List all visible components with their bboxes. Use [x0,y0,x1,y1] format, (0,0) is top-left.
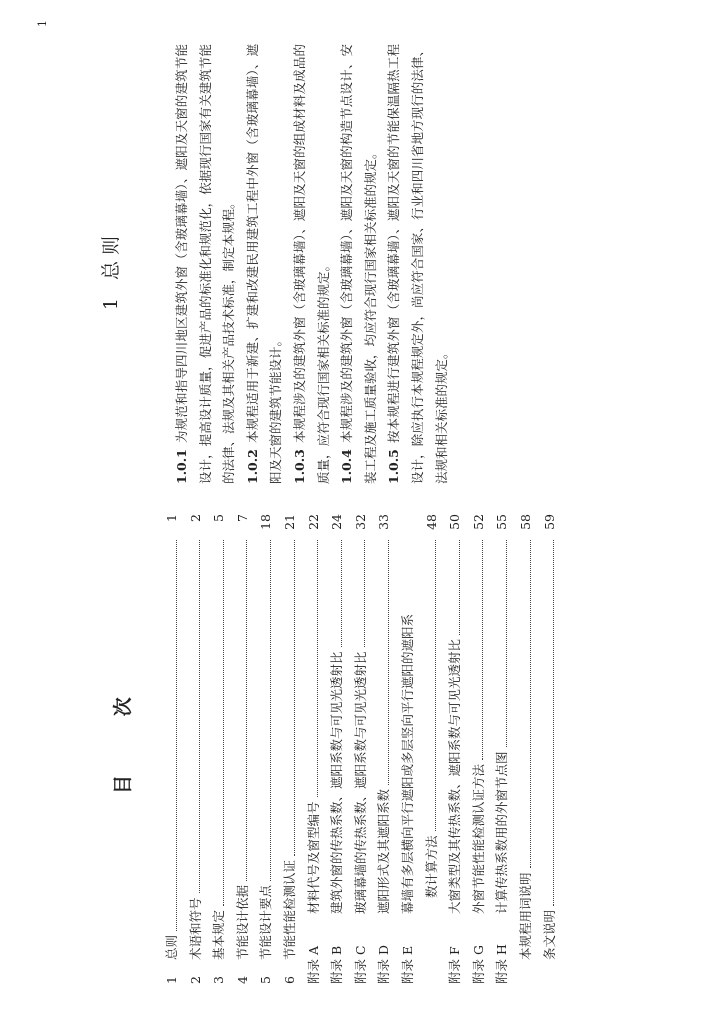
toc-entry-label: 材料代号及窗型编号 [305,801,321,914]
clause-text: 本规程涉及的建筑外窗（含玻璃幕墙）、遮阳及天窗的组成材料及成品的质量，应符合现行国家相关标准的规定。 [291,44,331,484]
toc-list [160,514,561,984]
toc-entry-number: 附录 D [376,945,392,984]
toc-entry-page: 59 [541,514,557,530]
toc-entry-label: 遮阳形式及其遮阳系数 [376,788,392,914]
toc-entry-label: 术语和符号 [187,897,203,960]
toc-entry-label: 大窗类型及其传热系数、遮阳系数与可见光透射比 [447,638,463,914]
toc-entry-label: 总则 [164,934,179,960]
toc-entry-label: 建筑外窗的传热系数、遮阳系数与可见光透射比 [329,651,345,914]
toc-entry-page: 7 [234,514,250,522]
toc-leader-dots [254,540,271,881]
toc-leader-dots [184,540,201,893]
clause-number: 1.0.5 [386,449,402,484]
toc-title: 目 次 [112,671,134,794]
toc-entry-page: 22 [305,514,321,530]
toc-leader-dots [278,540,295,856]
chapter-title [96,44,123,484]
clause-text: 为规范和指导四川地区建筑外窗（含玻璃幕墙）、遮阳及天窗的建筑节能设计，提高设计质量，促进产品的标准化和规范化，依据现行国家有关建筑节能的法律、法规及其相关产品技术标准，制定本规程。 [174,44,237,484]
toc-entry-page: 48 [423,514,439,530]
toc-entry-label: 条文说明 [541,909,557,960]
toc-entry[interactable] [254,514,278,984]
clause-number: 1.0.3 [291,449,307,484]
toc-entry[interactable] [490,514,514,984]
toc-entry-page: 5 [211,514,227,522]
toc-entry-number: 5 [258,976,274,984]
chapter-general-provisions [0,14,724,484]
clause-number: 1.0.2 [244,449,260,484]
toc-entry-number: 附录 G [470,945,486,984]
toc-entry-number: 附录 B [329,945,345,984]
toc-entry-label: 外窗节能性能检测认证方法 [470,763,486,914]
toc-entry[interactable] [467,514,491,984]
toc-entry-label: 本规程用词说明 [517,872,533,960]
toc-entry-label: 玻璃幕墙的传热系数、遮阳系数与可见光透射比 [352,651,368,914]
toc-entry-page: 2 [187,514,203,522]
chapter-number: 1 [100,297,122,311]
toc-leader-dots [207,540,224,906]
toc-entry-number: 4 [234,976,250,984]
toc-leader-dots [420,540,437,831]
table-of-contents [0,504,724,984]
clause-text: 本规程适用于新建、扩建和改建民用建筑工程中外窗（含玻璃幕墙）、遮阳及天窗的建筑节能设计。 [244,44,284,484]
toc-leader-dots [349,540,366,647]
toc-entry-label: 节能性能检测认证 [281,859,297,960]
toc-entry[interactable] [420,514,444,984]
toc-entry[interactable] [349,514,373,984]
toc-entry[interactable] [207,514,231,984]
toc-entry-label: 数计算方法 [423,835,439,898]
chapter-title-text: 总 则 [100,235,122,280]
clause-number: 1.0.1 [174,449,189,484]
toc-entry-number: 2 [187,976,203,984]
page-number: 1 [36,20,49,27]
toc-entry-number: 附录 F [447,946,463,984]
toc-entry-page: 32 [352,514,368,530]
toc-entry[interactable] [160,514,184,984]
toc-entry[interactable] [231,514,255,984]
toc-entry-number: 6 [281,976,297,984]
toc-entry-number: 附录 C [352,945,368,984]
clause [170,44,241,484]
toc-leader-dots [490,540,507,747]
clause [335,44,382,484]
clause [288,44,335,484]
toc-entry[interactable] [184,514,208,984]
toc-leader-dots [160,540,177,931]
toc-entry-number: 附录 H [494,944,510,984]
toc-entry-number: 附录 E [399,945,415,984]
chapter-body [170,44,453,484]
toc-entry-label: 节能设计依据 [234,884,250,960]
toc-entry-number: 附录 A [305,945,321,984]
toc-entry-page: 33 [376,514,392,530]
clause [382,44,453,484]
toc-entry-page: 1 [164,514,179,522]
clause-text: 按本规程进行建筑外窗（含玻璃幕墙）、遮阳及天窗的节能保温隔热工程设计，除应执行本规程规定外，尚应符合国家、行业和四川省地方现行的法律、法规和相关标准的规定。 [386,44,449,484]
toc-leader-dots [443,540,460,635]
toc-entry[interactable] [443,514,467,984]
toc-leader-dots [231,540,248,881]
toc-leader-dots [325,540,342,647]
toc-entry-label: 节能设计要点 [258,884,274,960]
toc-entry-page: 21 [281,514,297,530]
toc-entry-page: 55 [494,514,510,530]
toc-entry[interactable] [278,514,302,984]
toc-entry-page: 58 [517,514,533,530]
toc-entry-number [538,960,562,984]
toc-entry-page: 24 [329,514,345,530]
clause-text: 本规程涉及的建筑外窗（含玻璃幕墙）、遮阳及天窗的构造节点设计、安装工程及施工质量验收，均应符合现行国家相关标准的规定。 [339,44,378,484]
toc-entry-page: 52 [470,514,486,530]
toc-entry-label: 计算传热系数用的外窗节点图 [494,751,510,914]
toc-leader-dots [372,540,389,785]
toc-leader-dots [302,540,319,797]
toc-leader-dots [514,540,531,868]
toc-entry[interactable] [514,514,538,984]
clause [241,44,288,484]
toc-entry-number [514,960,538,984]
toc-entry-number: 3 [211,976,227,984]
toc-entry-number: 1 [164,976,179,984]
toc-entry-label: 幕墙有多层横向平行遮阳或多层竖向平行遮阳的遮阳系 [399,613,415,914]
toc-entry-page: 18 [258,514,274,530]
toc-entry[interactable] [325,514,349,984]
clause-number: 1.0.4 [339,449,355,484]
toc-entry-label: 基本规定 [211,909,227,960]
toc-leader-dots [538,540,555,906]
toc-leader-dots [467,540,484,760]
toc-entry[interactable] [372,514,396,984]
toc-entry-page: 50 [447,514,463,530]
toc-entry[interactable] [302,514,326,984]
toc-entry[interactable] [538,514,562,984]
toc-entry[interactable] [396,514,420,984]
